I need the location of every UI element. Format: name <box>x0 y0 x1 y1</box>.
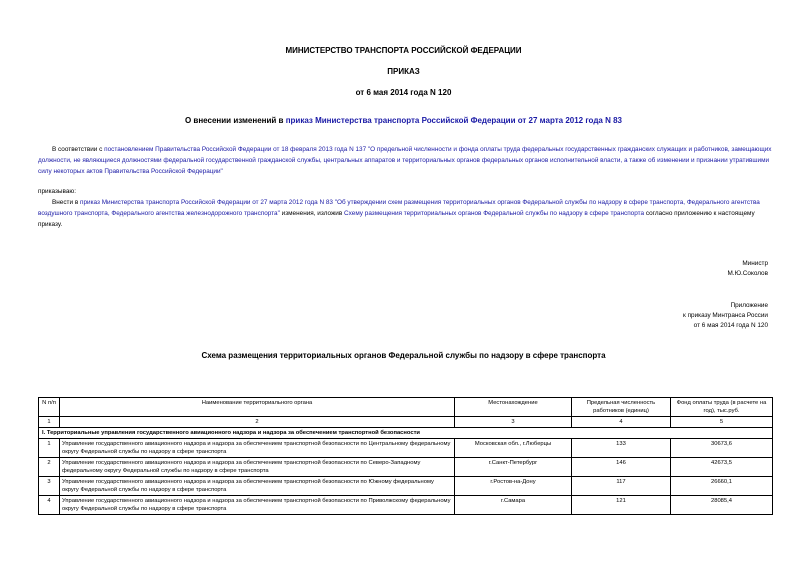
signature-name: М.Ю.Соколов <box>727 270 768 277</box>
header-location: Местонахождение <box>455 398 572 417</box>
header-staff: Предельная численность работников (единиц) <box>572 398 671 417</box>
preamble-paragraph <box>38 144 773 177</box>
table-row <box>39 458 773 477</box>
row-number: 3 <box>39 477 60 496</box>
row-location: Московская обл., г.Люберцы <box>455 439 572 458</box>
row-number: 4 <box>39 496 60 515</box>
header-fund: Фонд оплаты труда (в расчете на год), тыс.руб. <box>671 398 773 417</box>
order-title <box>0 116 807 125</box>
row-location: г.Самара <box>455 496 572 515</box>
row-fund: 26660,1 <box>671 477 773 496</box>
amendment-text-2: изменения, изложив <box>279 210 345 217</box>
column-number-row <box>39 417 773 428</box>
scheme-link[interactable]: Схему размещения территориальных органов Федеральной службы по надзору в сфере транспорта <box>344 210 645 217</box>
col-number: 2 <box>60 417 455 428</box>
amendment-paragraph <box>38 197 773 230</box>
order-word: приказываю: <box>38 188 76 195</box>
signature-position: Министр <box>742 260 768 267</box>
amended-order-link[interactable]: приказ Министерства транспорта Российской Федерации от 27 марта 2012 года N 83 "Об утверждении схем размещения территориальных органов Федеральной службы по надзору в сфере транспорта, Федерального агентства воздушного транспорта, Федерального агентства железнодорожного транспорта" <box>38 199 760 217</box>
table-row <box>39 439 773 458</box>
row-location: г.Санкт-Петербург <box>455 458 572 477</box>
appendix-line-1: Приложение <box>730 302 768 309</box>
amendment-text-3: согласно приложению к настоящему приказу. <box>38 210 755 228</box>
header-number: N п/п <box>39 398 60 417</box>
section-title: I. Территориальные управления государственного авиационного надзора и надзора за обеспечением транспортной безопасности <box>39 428 773 439</box>
row-fund: 42673,5 <box>671 458 773 477</box>
order-date: от 6 мая 2014 года N 120 <box>355 88 452 97</box>
row-staff: 146 <box>572 458 671 477</box>
row-fund: 30673,6 <box>671 439 773 458</box>
table-header-row <box>39 398 773 417</box>
doc-type-heading: ПРИКАЗ <box>387 67 420 76</box>
signature-block <box>727 259 768 279</box>
preamble-text: В соответствии с <box>52 146 105 153</box>
col-number: 3 <box>455 417 572 428</box>
col-number: 4 <box>572 417 671 428</box>
scheme-title: Схема размещения территориальных органов Федеральной службы по надзору в сфере транспорта <box>201 351 606 360</box>
row-staff: 117 <box>572 477 671 496</box>
row-number: 1 <box>39 439 60 458</box>
row-name: Управление государственного авиационного надзора и надзора за обеспечением транспортной безопасности по Приволжскому федеральному округу Федеральной службы по надзору в сфере транспорта <box>60 496 455 515</box>
col-number: 5 <box>671 417 773 428</box>
row-staff: 121 <box>572 496 671 515</box>
ministry-heading: МИНИСТЕРСТВО ТРАНСПОРТА РОССИЙСКОЙ ФЕДЕРАЦИИ <box>285 46 522 55</box>
col-number: 1 <box>39 417 60 428</box>
section-row <box>39 428 773 439</box>
government-decree-link[interactable]: постановлением Правительства Российской Федерации от 18 февраля 2013 года N 137 "О предельной численности и фонда оплаты труда федеральных государственных гражданских служащих и работников, замещающих должности, не являющиеся должностями федеральной государственной гражданской службы, центральных аппаратов и территориальных органов федеральных органов исполнительной власти, а также об изменении и признании утратившими силу некоторых актов Правительства Российской Федерации" <box>38 146 772 175</box>
order-title-link[interactable]: приказ Министерства транспорта Российской Федерации от 27 марта 2012 года N 83 <box>285 116 622 125</box>
order-title-prefix: О внесении изменений в <box>184 116 286 125</box>
row-name: Управление государственного авиационного надзора и надзора за обеспечением транспортной безопасности по Южному федеральному округу Федеральной службы по надзору в сфере транспорта <box>60 477 455 496</box>
row-name: Управление государственного авиационного надзора и надзора за обеспечением транспортной безопасности по Центральному федеральному округу Федеральной службы по надзору в сфере транспорта <box>60 439 455 458</box>
header-name: Наименование территориального органа <box>60 398 455 417</box>
table-row <box>39 477 773 496</box>
appendix-line-3: от 6 мая 2014 года N 120 <box>693 322 768 329</box>
row-staff: 133 <box>572 439 671 458</box>
appendix-line-2: к приказу Минтранса России <box>683 312 768 319</box>
row-fund: 28085,4 <box>671 496 773 515</box>
row-name: Управление государственного авиационного надзора и надзора за обеспечением транспортной безопасности по Северо-Западному федеральному округу Федеральной службы по надзору в сфере транспорта <box>60 458 455 477</box>
amendment-text-1: Внести в <box>52 199 80 206</box>
table-row <box>39 496 773 515</box>
row-location: г.Ростов-на-Дону <box>455 477 572 496</box>
appendix-block <box>683 301 768 331</box>
row-number: 2 <box>39 458 60 477</box>
scheme-table <box>38 397 773 515</box>
